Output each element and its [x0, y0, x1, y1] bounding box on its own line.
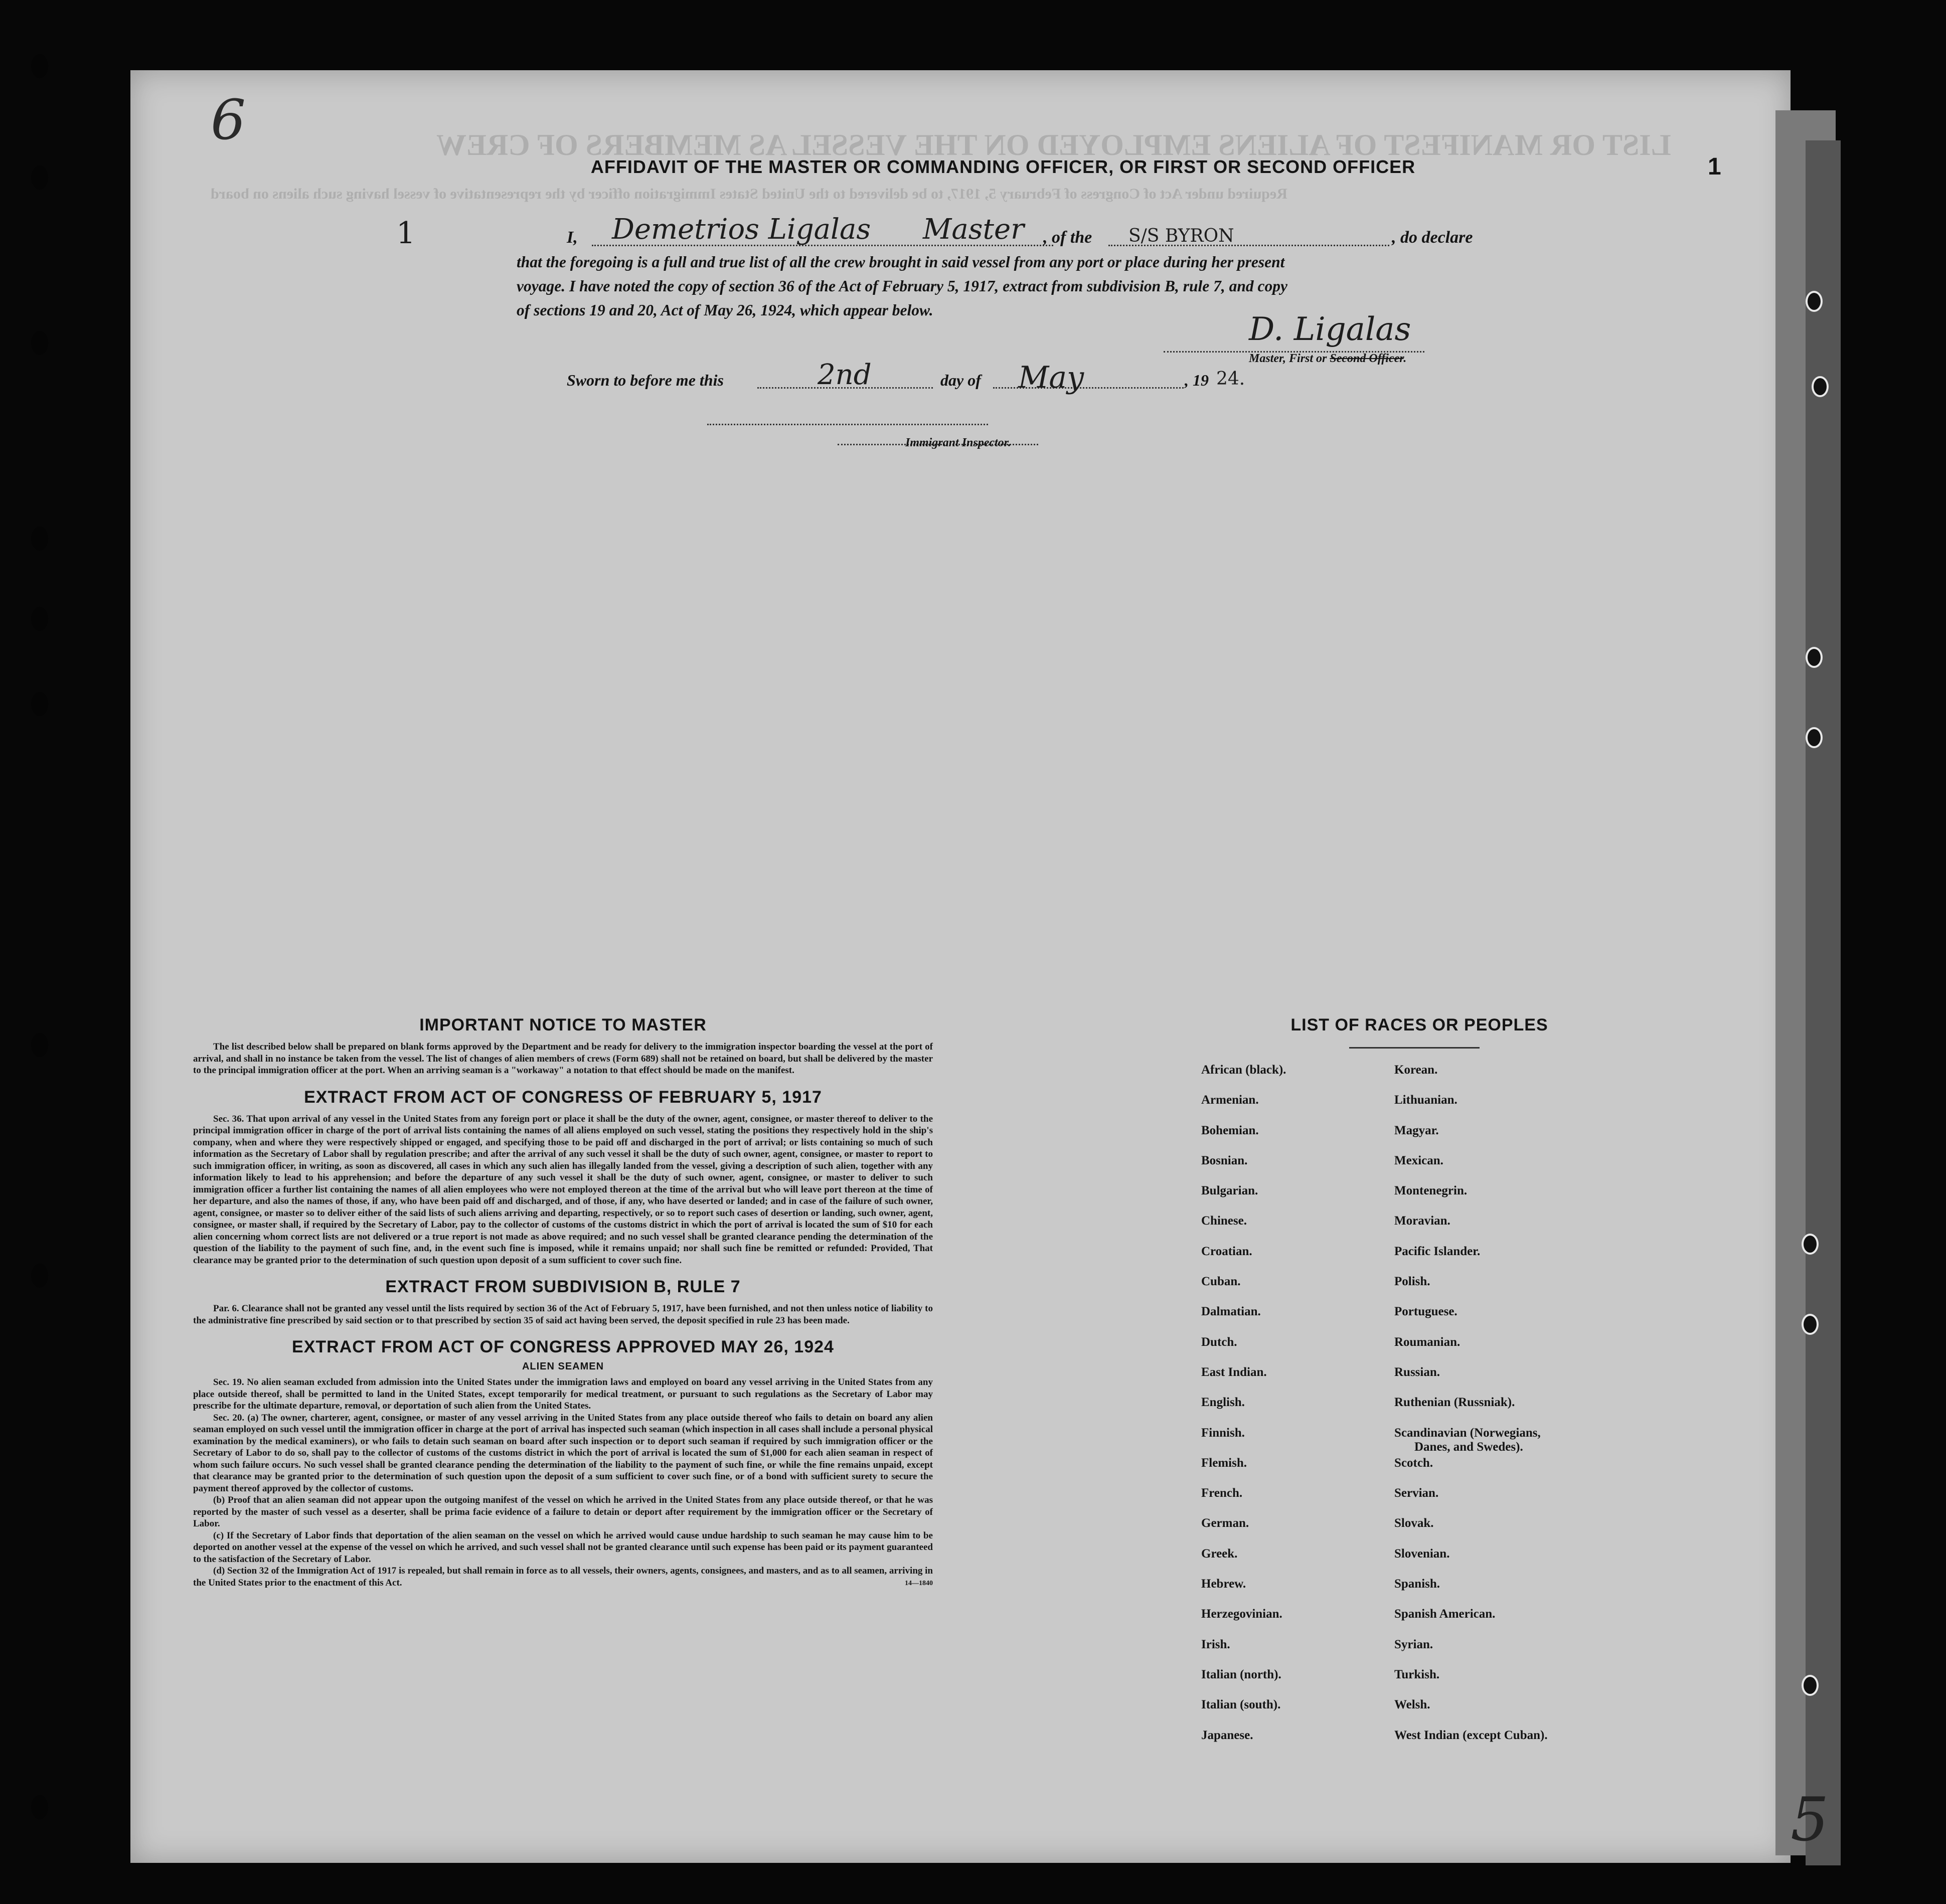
race-item: Armenian.	[1201, 1093, 1259, 1107]
race-item: Lithuanian.	[1394, 1093, 1457, 1107]
race-item: Croatian.	[1201, 1244, 1252, 1258]
signature-caption-struck: Second Officer	[1330, 352, 1404, 365]
race-item: Bohemian.	[1201, 1123, 1259, 1137]
inspector-caption: Immigrant Inspector.	[905, 436, 1011, 449]
race-item: Flemish.	[1201, 1456, 1247, 1470]
race-item: German.	[1201, 1516, 1249, 1530]
race-item: Slovenian.	[1394, 1546, 1450, 1561]
races-right-column	[1394, 1063, 1548, 1759]
sworn-label: Sworn to before me this	[567, 371, 724, 389]
binder-hole	[31, 54, 48, 78]
binder-hole	[31, 165, 48, 190]
race-item: Moravian.	[1394, 1214, 1450, 1228]
corner-mark-bottom-right: 5	[1791, 1785, 1829, 1855]
bleed-through-title: LIST OR MANIFEST OF ALIENS EMPLOYED ON THE VESSEL AS MEMBERS OF CREW	[436, 128, 1671, 161]
race-item: Scotch.	[1394, 1456, 1433, 1470]
binder-edge-shadow	[1806, 140, 1841, 1865]
race-item: Greek.	[1201, 1546, 1238, 1561]
extract-rule7-text: Par. 6. Clearance shall not be granted any vessel until the lists required by section 36 of the Act of February 5, 1917, have been furnished, and not then unless notice of liability to the administrative fine prescribed by said section or to that prescribed by section 35 of said act having been served, the deposit specified in rule 23 has been made.	[193, 1303, 933, 1326]
race-item: African (black).	[1201, 1063, 1286, 1077]
inspector-signature-line	[707, 424, 988, 425]
section-20b-text: (b) Proof that an alien seaman did not appear upon the outgoing manifest of the vessel on which he arrived in the United States from any place outside thereof, or that he was reported by the master of such vessel as a deserter, shall be prima facie evidence of a failure to detain or deport after requirement by the immigration officer or the Secretary of Labor.	[193, 1495, 933, 1529]
binder-hole	[31, 1795, 48, 1819]
extract-rule7-heading: EXTRACT FROM SUBDIVISION B, RULE 7	[385, 1277, 741, 1296]
race-item: Chinese.	[1201, 1214, 1247, 1228]
declare-label: , do declare	[1392, 228, 1473, 247]
race-item: English.	[1201, 1396, 1245, 1410]
race-item: Finnish.	[1201, 1426, 1245, 1440]
race-item: Italian (south).	[1201, 1698, 1281, 1712]
signature-caption	[1249, 352, 1406, 366]
extract-1924-heading: EXTRACT FROM ACT OF CONGRESS APPROVED MAY 26, 1924	[292, 1337, 834, 1356]
race-item: French.	[1201, 1486, 1243, 1500]
race-item: Bosnian.	[1201, 1153, 1248, 1167]
race-item: Magyar.	[1394, 1123, 1439, 1137]
race-item: Turkish.	[1394, 1667, 1440, 1681]
race-item: Portuguese.	[1394, 1305, 1457, 1319]
vessel-name: S/S BYRON	[1128, 226, 1234, 246]
corner-mark-top-left: 6	[211, 88, 246, 152]
race-item: Pacific Islander.	[1394, 1244, 1481, 1258]
section-19-text: Sec. 19. No alien seaman excluded from admission into the United States under the immigration laws and employed on board any vessel arriving in the United States from any place outside thereof, shall be permitted to land in the United States, except temporarily for medical treatment, or pursuant to such regulations as the Secretary of Labor may prescribe for the ultimate departure, removal, or deportation of such alien from the United States.	[193, 1377, 933, 1411]
races-heading-rule	[1349, 1047, 1480, 1049]
race-item: Hebrew.	[1201, 1577, 1246, 1591]
race-item: East Indian.	[1201, 1365, 1267, 1379]
affidavit-statement-line-2: voyage. I have noted the copy of section 36 of the Act of February 5, 1917, extract from subdivision B, rule 7, and copy	[517, 277, 1287, 295]
binder-hole	[31, 331, 48, 355]
race-item: Korean.	[1394, 1063, 1438, 1077]
punch-hole	[1802, 1234, 1819, 1255]
affidavit-statement-line-3: of sections 19 and 20, Act of May 26, 1924, which appear below.	[517, 301, 933, 319]
race-item: West Indian (except Cuban).	[1394, 1728, 1548, 1742]
race-item: Polish.	[1394, 1275, 1430, 1289]
punch-hole	[1812, 376, 1829, 397]
margin-mark: 1	[396, 216, 416, 251]
notice-heading: IMPORTANT NOTICE TO MASTER	[419, 1015, 707, 1034]
signature-caption-suffix: .	[1403, 352, 1407, 365]
sworn-day: 2nd	[818, 359, 872, 391]
section-20a-text: Sec. 20. (a) The owner, charterer, agent, consignee, or master of any vessel arriving in the United States from any place outside thereof who fails to detain on board any alien seaman employed on such vessel until the immigration officer in charge at the port of arrival has inspected such seaman (which inspection in all cases shall include a personal physical examination by the medical examiners), or who fails to detain such seaman on board after such inspection or to deport such seaman if required by such immigration officer or the Secretary of Labor to do so, shall pay to the collector of customs of the customs district in which the port of arrival is located the sum of $1,000 for each alien seaman in respect of whom such failure occurs. No such vessel shall be granted clearance pending the determination of the liability to the payment of such fine, or while the fine remains unpaid, except that clearance may be granted prior to the determination of such question upon the deposit of a sum sufficient to cover such fine, or of a bond with sufficient surety to secure the payment thereof approved by the collector of customs.	[193, 1412, 933, 1494]
punch-hole	[1806, 291, 1823, 312]
form-number: 14—1840	[905, 1580, 933, 1587]
race-item	[1394, 1426, 1548, 1456]
left-legal-column	[193, 1015, 933, 1588]
binder-hole	[31, 692, 48, 716]
races-left-column	[1201, 1063, 1286, 1759]
affidavit-heading: AFFIDAVIT OF THE MASTER OR COMMANDING OFFICER, OR FIRST OR SECOND OFFICER	[590, 156, 1416, 177]
race-item: Herzegovinian.	[1201, 1607, 1282, 1621]
binder-hole	[31, 607, 48, 631]
extract-1917-text: Sec. 36. That upon arrival of any vessel in the United States from any foreign port or place it shall be the duty of the owner, agent, consignee, or master thereof to deliver to the principal immigration officer in charge of the port of arrival lists containing the names of all aliens employed on such vessel, stating the positions they respectively hold in the ship's company, when and where they were respectively shipped or engaged, and specifying those to be paid off and discharged in the port of arrival; or lists containing so much of such information as the Secretary of Labor shall by regulation prescribe; and after the arrival of any such vessel it shall be the duty of such owner, agent, consignee, or master to report to such immigration officer, in writing, as soon as discovered, all cases in which any such alien has illegally landed from the vessel, giving a description of such alien, together with any information likely to lead to his apprehension; and before the departure of any such vessel it shall be the duty of such owner, agent, consignee, or master to deliver to such immigration officer a further list containing the names of all alien employees who were not employed thereon at the time of the arrival but who will leave port thereon at the time of her departure, and also the names of those, if any, who have been paid off and discharged, and of those, if any, who have deserted or landed; and in case of the failure of such owner, agent, consignee, or master so to deliver either of the said lists of such aliens arriving and departing, respectively, or so to report such cases of desertion or landing, such owner, agent, consignee, or master shall, if required by the Secretary of Labor, pay to the collector of customs of the customs district in which the port of arrival is located the sum of $10 for each alien concerning whom correct lists are not delivered or a true report is not made as above required; and no such vessel shall be granted clearance pending the determination of the question of the liability to the payment of such fine, and, in the event such fine is imposed, while it remains unpaid; nor shall such fine be remitted or refunded: Provided, That clearance may be granted prior to the determination of such question upon deposit of a sum sufficient to cover such fine.	[193, 1113, 933, 1266]
race-item-scandinavian: Scandinavian (Norwegians,	[1394, 1426, 1541, 1440]
binder-hole	[31, 1264, 48, 1288]
master-name: Demetrios Ligalas	[612, 213, 871, 246]
notice-text: The list described below shall be prepared on blank forms approved by the Department and be ready for delivery to the immigration inspector boarding the vessel at the port of arrival, and shall in no instance be taken from the vessel. The list of changes of alien members of crews (Form 689) shall not be retained on board, but shall be delivered by the master to the principal immigration officer at the port. When an arriving seaman is a "workaway" a notation to that effect should be made on the manifest.	[193, 1042, 933, 1076]
extract-1924-subheading: ALIEN SEAMEN	[522, 1361, 604, 1372]
punch-hole	[1806, 727, 1823, 748]
day-of-label: day of	[940, 371, 981, 389]
bleed-through-subtitle: Required under Act of Congress of February 5, 1917, to be delivered to the United States Immigration officer by the representative of vessel having such aliens on board	[211, 186, 1287, 202]
year-prefix: , 19	[1185, 371, 1209, 389]
race-item: Spanish.	[1394, 1577, 1440, 1591]
race-item: Servian.	[1394, 1486, 1439, 1500]
section-20c-text: (c) If the Secretary of Labor finds that deportation of the alien seaman on the vessel on which he arrived would cause undue hardship to such seaman he may cause him to be deported on another vessel at the expense of the vessel on which he arrived, and such vessel shall not be granted clearance until such expense has been paid or its payment guaranteed to the satisfaction of the Secretary of Labor.	[193, 1530, 933, 1565]
race-item: Slovak.	[1394, 1516, 1434, 1530]
race-item: Irish.	[1201, 1637, 1230, 1651]
extract-1917-heading: EXTRACT FROM ACT OF CONGRESS OF FEBRUARY 5, 1917	[304, 1087, 822, 1107]
corner-mark-top-right: 1	[1708, 153, 1721, 180]
race-item: Japanese.	[1201, 1728, 1253, 1742]
punch-hole	[1802, 1675, 1819, 1696]
sworn-month: May	[1018, 360, 1084, 395]
binder-hole	[31, 527, 48, 551]
race-item: Ruthenian (Russniak).	[1394, 1396, 1515, 1410]
affidavit-statement-line-1: that the foregoing is a full and true list of all the crew brought in said vessel from any port or place during her present	[517, 253, 1285, 271]
master-rank: Master	[923, 213, 1024, 246]
race-item: Bulgarian.	[1201, 1184, 1258, 1198]
race-item-scandinavian-cont: Danes, and Swedes).	[1414, 1440, 1523, 1454]
signature-caption-prefix: Master, First or	[1249, 352, 1330, 365]
race-item: Mexican.	[1394, 1153, 1443, 1167]
section-20d-text: (d) Section 32 of the Immigration Act of 1917 is repealed, but shall remain in force as to all vessels, their owners, agents, consignees, and masters, and as to all seamen, arriving in the United States prior to the enactment of this Act.	[193, 1566, 933, 1588]
i-label: I,	[567, 228, 578, 247]
master-signature: D. Ligalas	[1249, 311, 1411, 348]
race-item: Italian (north).	[1201, 1667, 1281, 1681]
race-item: Montenegrin.	[1394, 1184, 1468, 1198]
race-item: Welsh.	[1394, 1698, 1430, 1712]
race-item: Syrian.	[1394, 1637, 1433, 1651]
binder-hole	[31, 1033, 48, 1057]
of-the-label: , of the	[1043, 228, 1092, 247]
race-item: Spanish American.	[1394, 1607, 1496, 1621]
race-item: Russian.	[1394, 1365, 1440, 1379]
race-item: Roumanian.	[1394, 1335, 1461, 1349]
race-item: Cuban.	[1201, 1275, 1241, 1289]
race-item: Dutch.	[1201, 1335, 1237, 1349]
year-suffix: 24.	[1216, 369, 1245, 389]
punch-hole	[1802, 1314, 1819, 1335]
punch-hole	[1806, 647, 1823, 668]
race-item: Dalmatian.	[1201, 1305, 1261, 1319]
races-heading: LIST OF RACES OR PEOPLES	[1290, 1015, 1548, 1034]
